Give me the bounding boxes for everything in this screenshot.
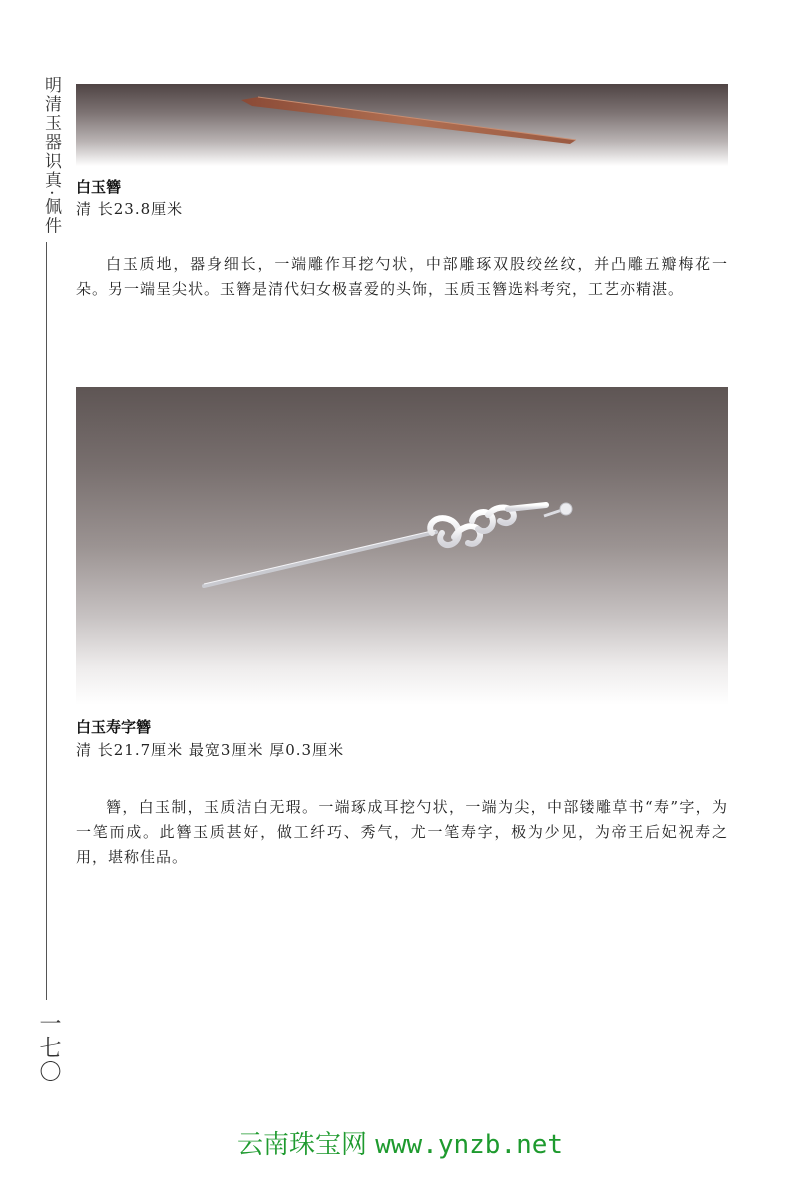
- item-2-description: 簪，白玉制，玉质洁白无瑕。一端琢成耳挖勺状，一端为尖，中部镂雕草书“寿”字，为一笔而成。此簪玉质甚好，做工纤巧、秀气，尤一笔寿字，极为少见，为帝王后妃祝寿之用，堪称佳品。: [76, 798, 728, 866]
- item-2-meta: 清 长21.7厘米 最宽3厘米 厚0.3厘米: [76, 741, 345, 759]
- item-2-title: 白玉寿字簪: [76, 718, 152, 736]
- hairpin-2-photo: [76, 387, 728, 705]
- watermark-cn: 云南珠宝网: [236, 1130, 367, 1160]
- hairpin-2-neck: [544, 510, 562, 516]
- side-divider: [46, 242, 47, 1000]
- hairpin-2-shaft: [204, 532, 436, 586]
- hairpin-2-shaft-highlight: [204, 530, 436, 584]
- item-1-description: 白玉质地，器身细长，一端雕作耳挖勺状，中部雕琢双股绞丝纹，并凸雕五瓣梅花一朵。另一端呈尖状。玉簪是清代妇女极喜爱的头饰，玉质玉簪选料考究，工艺亦精湛。: [76, 255, 728, 298]
- hairpin-1-shape: [241, 97, 576, 144]
- item-1-meta: 清 长23.8厘米: [76, 200, 184, 218]
- hairpin-1-photo: [76, 84, 728, 166]
- page-number: 一七〇: [36, 1012, 61, 1084]
- watermark-url: www.ynzb.net: [375, 1130, 564, 1160]
- site-watermark: [0, 1124, 800, 1161]
- book-title-vertical: 明清玉器识真·佩件: [41, 76, 61, 236]
- shou-character-carving: [430, 505, 546, 545]
- hairpin-2-earpick: [560, 503, 572, 515]
- hairpin-1-highlight: [258, 97, 576, 140]
- item-1-title: 白玉簪: [76, 178, 122, 196]
